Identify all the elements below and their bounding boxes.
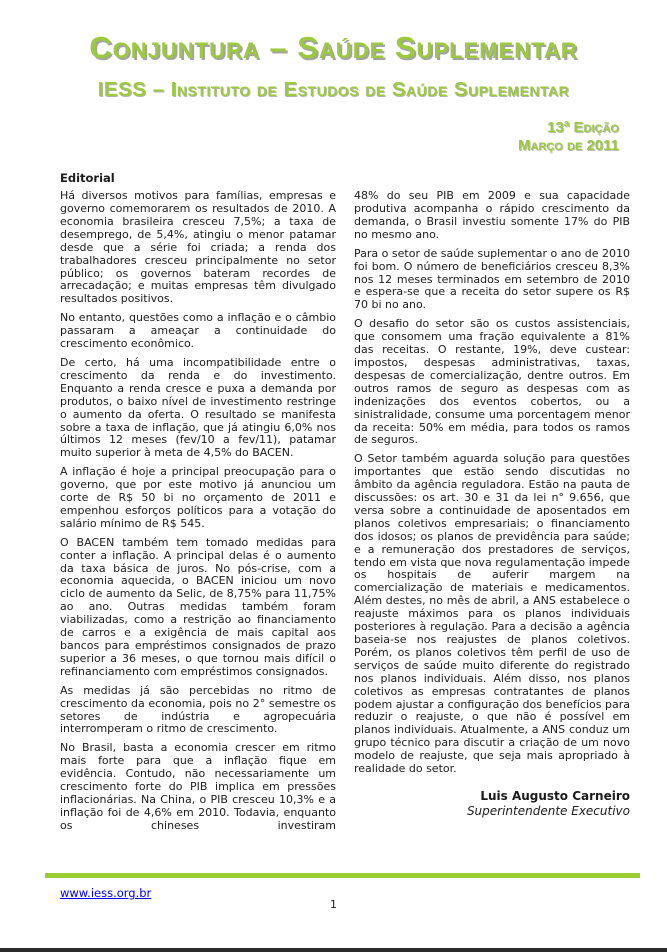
bottom-border <box>0 948 667 952</box>
edition-block <box>0 119 619 155</box>
paragraph: De certo, há uma incompatibilidade entre o crescimento da renda e do investimento. Enquanto a renda cresce e puxa a demanda por produtos, o baixo nível de investimento restringe o aumento da oferta. O resultado se manifesta sobre a taxa de inflação, que já atingiu 6,0% nos últimos 12 meses (fev/10 a fev/11), patamar muito superior à meta de 4,5% do BACEN. <box>60 355 336 460</box>
editorial-column-right <box>354 190 630 839</box>
editorial-heading: Editorial <box>60 171 115 186</box>
paragraph: A inflação é hoje a principal preocupação para o governo, que por este motivo já anunciou um corte de R$ 50 bi no orçamento de 2011 e empenhou esforços políticos para a votação do salário mínimo de R$ 545. <box>60 465 336 530</box>
editorial-column-left <box>60 190 336 839</box>
paragraph: 48% do seu PIB em 2009 e sua capacidade produtiva acompanha o rápido crescimento da demanda, o Brasil investiu somente 17% do PIB no mesmo ano. <box>354 189 630 241</box>
edition-date: Março de 2011 <box>517 137 619 155</box>
paragraph: No entanto, questões como a inflação e o câmbio passaram a ameaçar a continuidade do crescimento econômico. <box>60 311 336 351</box>
paragraph: Para o setor de saúde suplementar o ano de 2010 foi bom. O número de beneficiários cresceu 8,3% nos 12 meses terminados em setembro de 2010 e espera-se que a receita do setor supere os R$ 70 bi no ano. <box>354 246 630 312</box>
paragraph: No Brasil, basta a economia crescer em ritmo mais forte para que a inflação fique em evidência. Contudo, não necessariamente um crescimento forte do PIB implica em pressões inflacionárias. Na China, o PIB cresceu 10,3% e a inflação foi de 4,6% em 2010. Todavia, enquanto os chineses investiram <box>60 741 336 832</box>
editorial-columns <box>60 190 630 839</box>
paragraph: As medidas já são percebidas no ritmo de crescimento da economia, pois no 2° semestre os setores de indústria e agropecuária interromperam o ritmo de crescimento. <box>60 683 336 736</box>
newsletter-title: Conjuntura – Saúde Suplementar <box>89 30 578 65</box>
paragraph: Há diversos motivos para famílias, empresas e governo comemorarem os resultados de 2010. A economia brasileira cresceu 7,5%; a taxa de desemprego, de 5,4%, atingiu o menor patamar desde que a série foi criada; a renda dos trabalhadores cresceu principalmente no setor público; os governos bateram recordes de arrecadação; e muitas empresas têm divulgado resultados positivos. <box>60 189 336 306</box>
edition-number: 13ª Edição <box>547 119 619 137</box>
signature-role: Superintendente Executivo <box>466 803 630 818</box>
editorial-section <box>60 171 630 839</box>
paragraph: O Setor também aguarda solução para questões importantes que estão sendo discutidas no âmbito da agência reguladora. Estão na pauta de discussões: os art. 30 e 31 da lei n° 9.656, que versa sobre a continuidade de aposentados em planos coletivos empresariais; o financiamento dos idosos; os planos de previdência para saúde; e a remuneração dos prestadores de serviços, tendo em vista que nova regulamentação impede os hospitais de auferir margem na comercialização de materiais e medicamentos. Além destes, no mês de abril, a ANS estabelece o reajuste máximos para os planos individuais posteriores à regulação. Para a decisão a agência baseia-se nos reajustes de planos coletivos. Porém, os planos coletivos têm perfil de uso de serviços de saúde muito diferente do registrado nos planos individuais. Além disso, nos planos coletivos as empresas contratantes de planos podem ajustar a configuração dos benefícios para reduzir o reajuste, o que não é possível em planos individuais. Atualmente, a ANS conduz um grupo técnico para discutir a criação de um novo modelo de reajuste, que seja mais apropriado à realidade do setor. <box>354 452 630 776</box>
paragraph: O BACEN também tem tomado medidas para conter a inflação. A principal delas é o aumento da taxa básica de juros. No pós-crise, com a economia aquecida, o BACEN iniciou um novo ciclo de aumento da Selic, de 8,75% para 11,75% ao ano. Outras medidas também foram viabilizadas, como a restrição ao financiamento de carros e a exigência de mais capital aos bancos para empréstimos consignados de prazo superior a 36 meses, o que tornou mais difícil o refinanciamento com empréstimos consignados. <box>60 535 336 678</box>
footer-divider <box>45 873 640 878</box>
signature-name: Luis Augusto Carneiro <box>480 788 630 803</box>
header <box>0 0 667 155</box>
signature-block <box>354 790 630 818</box>
page-number: 1 <box>330 898 337 911</box>
newsletter-subtitle: IESS – Instituto de Estudos de Saúde Suplementar <box>97 77 570 101</box>
paragraph: O desafio do setor são os custos assistenciais, que consomem uma fração equivalente a 81% das receitas. O restante, 19%, deve custear: impostos, despesas administrativas, taxas, despesas de comercialização, dentre outros. Em outros ramos de seguro as despesas com as indenizações dos eventos cobertos, ou a sinistralidade, consume uma porcentagem menor da receita: 50% em média, para todos os ramos de seguros. <box>354 317 630 447</box>
footer-link[interactable]: www.iess.org.br <box>60 886 152 900</box>
